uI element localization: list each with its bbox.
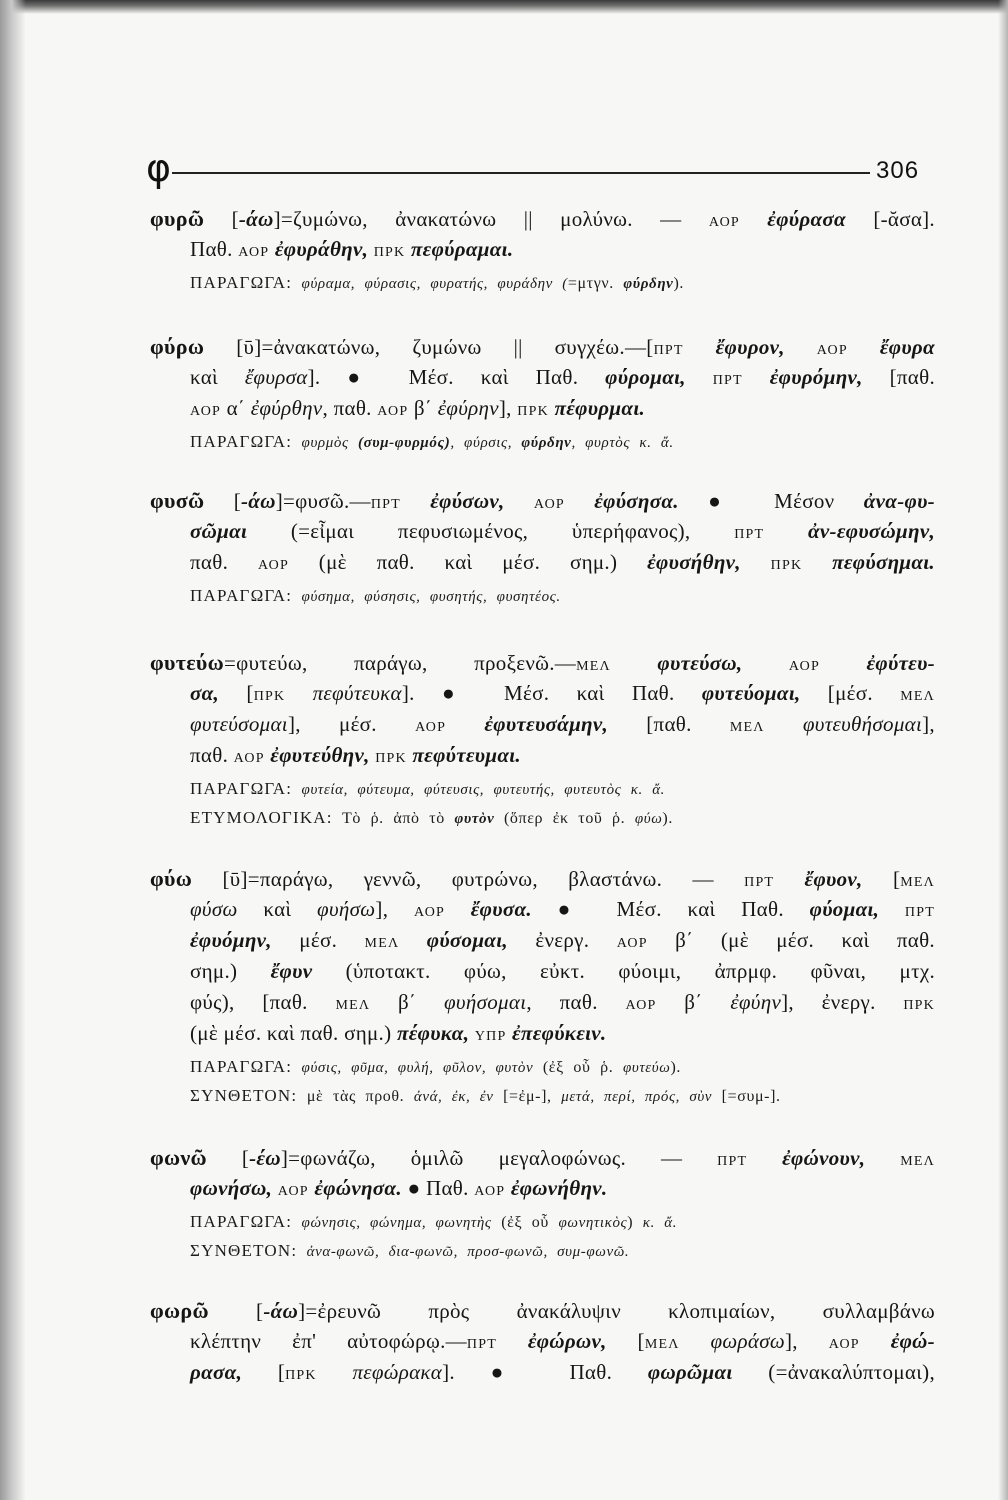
derivation-line — [150, 774, 935, 803]
text — [742, 651, 789, 675]
derivation-label: ΕΤΥΜΟΛΟΓΙΚΑ: — [190, 808, 333, 827]
abbreviation: ΠΡΚ — [253, 689, 286, 704]
bold-form: ἐφύρασα — [767, 207, 846, 231]
text — [740, 207, 767, 231]
abbreviation: ΑΟΡ — [616, 936, 648, 951]
headword: φωρῶ — [150, 1298, 209, 1323]
entry-line — [150, 393, 935, 424]
entry-line — [150, 234, 935, 265]
abbreviation: ΑΟΡ — [828, 1337, 860, 1352]
text — [611, 651, 658, 675]
text: (μὲ μέσ. καὶ παθ. σημ.) — [190, 1021, 397, 1045]
bold-form: ἐφυτεύθην, — [270, 743, 370, 767]
bold-form: ἐφύσησα. — [594, 489, 679, 513]
abbreviation: ΠΡΚ — [770, 558, 803, 573]
entry-line — [150, 987, 935, 1018]
entry-line — [150, 516, 935, 547]
text: [ῡ]=παράγω, γεννῶ, φυτρώνω, βλαστάνω. — — [192, 867, 745, 891]
abbreviation: ΠΡΤ — [370, 497, 401, 512]
text: (μὲ παθ. καὶ μέσ. σημ.) — [288, 550, 648, 574]
entry-line — [150, 1295, 935, 1326]
bold-form: ἐφυράθην, — [274, 237, 369, 261]
bold-form: πέφυρμαι. — [554, 396, 645, 420]
text: [ — [204, 207, 239, 231]
abbreviation: ΠΡΚ — [373, 245, 406, 260]
derivation-label: ΠΑΡΑΓΩΓΑ: — [190, 586, 293, 605]
text: ]. ● Μέσ. καὶ Παθ. — [401, 681, 702, 705]
abbreviation: ΠΡΤ — [717, 1154, 748, 1169]
text: Παθ. — [190, 237, 239, 261]
text: ], μέσ. — [287, 712, 416, 736]
text: ]=φυσῶ.— — [275, 489, 371, 513]
abbreviation: ΜΕΛ — [900, 689, 935, 704]
derivation-line — [150, 1236, 935, 1265]
italic-form: φύσις, φῦμα, φυλή, φῦλον, φυτὸν — [292, 1060, 534, 1076]
bold-form: φωνήσω, — [190, 1176, 273, 1200]
italic-form: ἀνα-φωνῶ, δια-φωνῶ, προσ-φωνῶ, συμ-φωνῶ. — [297, 1244, 630, 1260]
abbreviation: ΑΟΡ — [533, 497, 565, 512]
text — [848, 335, 880, 359]
bold-form: φύρδην — [521, 435, 572, 451]
italic-form: φυτεύω — [622, 1060, 671, 1076]
derivations-block — [150, 268, 935, 297]
bold-form: φύρδην — [623, 276, 674, 292]
entry-line — [150, 647, 935, 678]
bold-form: ἔφυρα — [879, 335, 935, 359]
abbreviation: ΑΟΡ — [816, 343, 848, 358]
bold-form: φύομαι, — [809, 897, 880, 921]
abbreviation: ΠΡΤ — [734, 527, 765, 542]
dictionary-entry — [150, 863, 935, 1110]
text: ], — [498, 396, 518, 420]
text: ]=ἐρευνῶ πρὸς ἀνακάλυψιν κλοπιμαίων, συλλαμβάνω — [298, 1299, 935, 1323]
bold-form: ρασα, — [190, 1360, 243, 1384]
text: [=συμ-]. — [712, 1088, 781, 1105]
bold-form: ἔφυσα. — [470, 897, 532, 921]
bold-form: ἐφώ- — [890, 1329, 935, 1353]
text: , παθ. — [322, 396, 378, 420]
abbreviation: ΑΟΡ — [190, 404, 222, 419]
derivation-label: ΣΥΝΘΕΤΟΝ: — [190, 1086, 298, 1105]
text: , παθ. — [526, 990, 626, 1014]
text — [879, 897, 905, 921]
text — [764, 519, 808, 543]
text: [ — [204, 489, 241, 513]
text: [ — [219, 681, 254, 705]
abbreviation: ΠΡΤ — [653, 343, 684, 358]
entry-line — [150, 1173, 935, 1204]
text: α΄ — [221, 396, 251, 420]
italic-form: φυτευθήσομαι — [802, 712, 923, 736]
italic-form: φυήσομαι — [444, 990, 527, 1014]
text: [ — [206, 1146, 250, 1170]
text: Τὸ ῥ. ἀπὸ τὸ — [332, 810, 455, 827]
derivation-line — [150, 803, 935, 832]
italic-form: ἐφύρθην — [250, 396, 323, 420]
dictionary-entry — [150, 1295, 935, 1388]
derivation-label: ΠΑΡΑΓΩΓΑ: — [190, 779, 293, 798]
text: μὲ τὰς προθ. — [297, 1088, 414, 1105]
bold-form: (συμ-φυρμός) — [358, 435, 451, 451]
bold-form: πεφύτευμαι. — [412, 743, 521, 767]
text — [765, 712, 803, 736]
bold-form: ἐφύτευ- — [866, 651, 935, 675]
text: σημ.) — [190, 959, 271, 983]
italic-form: φυήσω — [317, 897, 376, 921]
text: (=ἀνακαλύπτομαι), — [732, 1360, 935, 1384]
entry-line — [150, 925, 935, 956]
text — [686, 365, 713, 389]
abbreviation: ΠΡΚ — [517, 404, 549, 419]
derivation-line — [150, 1081, 935, 1110]
text: [μέσ. — [800, 681, 901, 705]
abbreviation: ΜΕΛ — [335, 998, 371, 1013]
bold-form: σα, — [190, 681, 220, 705]
italic-form: φυρμὸς — [292, 435, 359, 451]
abbreviation: ΠΡΚ — [285, 1368, 317, 1383]
section-letter: φ — [146, 146, 172, 190]
entry-line — [150, 547, 935, 578]
abbreviation: ΠΡΤ — [466, 1337, 497, 1352]
dictionary-entry — [150, 331, 935, 456]
bold-form: ἀν-εφυσώμην, — [808, 519, 935, 543]
text: [=ἐμ-], — [493, 1088, 562, 1105]
text: β΄ — [408, 396, 438, 420]
bold-form: φυτεύομαι, — [701, 681, 801, 705]
italic-form: ἔφυρσα — [244, 365, 308, 389]
abbreviation: ΜΕΛ — [900, 875, 935, 890]
entry-line — [150, 740, 935, 771]
entry-line — [150, 1018, 935, 1049]
abbreviation: ΠΡΤ — [744, 875, 775, 890]
italic-form: ἐφύην — [730, 990, 782, 1014]
headword: φύρω — [150, 334, 205, 359]
abbreviation: ΑΟΡ — [625, 998, 657, 1013]
abbreviation: ΑΟΡ — [413, 905, 446, 920]
bold-form: πεφύραμαι. — [410, 237, 514, 261]
italic-form: , φύρσις, — [450, 435, 522, 451]
text: κλέπτην ἐπ' αὐτοφώρῳ.— — [190, 1329, 467, 1353]
text: β΄ — [656, 990, 731, 1014]
bold-form: φωρῶμαι — [647, 1360, 733, 1384]
entry-line — [150, 863, 935, 894]
text: =φυτεύω, παράγω, προξενῶ.— — [224, 651, 577, 675]
headword: φυσῶ — [150, 488, 205, 513]
text: [παθ. — [862, 365, 935, 389]
entry-line — [150, 1357, 935, 1388]
bold-form: ἔφυν — [270, 959, 313, 983]
italic-form: πεφώρακα — [352, 1360, 443, 1384]
italic-form: φύσημα, φύσησις, φυσητής, φυσητέος. — [292, 589, 561, 605]
headword: φωνῶ — [150, 1145, 207, 1170]
bold-form: ἐφώρων, — [527, 1329, 607, 1353]
italic-form: μετά, περί, πρός, σὺν — [561, 1089, 713, 1105]
text — [505, 489, 534, 513]
text — [497, 1329, 528, 1353]
abbreviation: ΑΟΡ — [474, 1184, 506, 1199]
text: ]. ● Μέσ. καὶ Παθ. — [307, 365, 606, 389]
italic-form: πεφύτευκα — [312, 681, 402, 705]
text: [ — [242, 1360, 286, 1384]
text: (ὑποτακτ. φύω, εὐκτ. φύοιμι, ἀπρμφ. φῦναι, μτχ. — [312, 959, 935, 983]
italic-form: ἀνά, ἐκ, ἐν — [413, 1089, 494, 1105]
derivation-line — [150, 1052, 935, 1081]
text — [860, 1329, 891, 1353]
bold-form: ἐφύσων, — [430, 489, 505, 513]
scan-edge-top — [0, 0, 1008, 14]
entry-line — [150, 956, 935, 987]
text: [ — [862, 867, 901, 891]
headword: φυτεύω — [150, 650, 224, 675]
bold-form: ἐφυτευσάμην, — [484, 712, 609, 736]
bold-form: -άω — [263, 1299, 299, 1323]
derivation-label: ΠΑΡΑΓΩΓΑ: — [190, 273, 293, 292]
text — [680, 1329, 711, 1353]
italic-form: φωνητικὸς — [558, 1215, 628, 1231]
text: (=εἶμαι πεφυσιωμένος, ὑπερήφανος), — [247, 519, 735, 543]
text: [ — [208, 1299, 264, 1323]
text: ) — [627, 1214, 643, 1231]
text — [774, 867, 804, 891]
bold-form: -άω — [241, 489, 276, 513]
text: παθ. — [190, 550, 258, 574]
abbreviation: ΠΡΚ — [903, 998, 935, 1013]
bold-form: φυτὸν — [454, 811, 495, 827]
text: παθ. — [190, 743, 234, 767]
text: ], — [785, 1329, 829, 1353]
text — [743, 365, 770, 389]
text — [446, 712, 484, 736]
text: [ — [606, 1329, 645, 1353]
bold-form: ἐπεφύκειν. — [512, 1021, 607, 1045]
entry-line — [150, 1326, 935, 1357]
text: [παθ. — [608, 712, 730, 736]
text — [741, 550, 771, 574]
text: ]. ● Παθ. — [442, 1360, 648, 1384]
derivation-line — [150, 427, 935, 456]
bold-form: ἔφυρον, — [715, 335, 785, 359]
dictionary-entry — [150, 485, 935, 610]
text: (ὅπερ ἐκ τοῦ ῥ. — [494, 810, 635, 827]
bold-form: ἐφυσήθην, — [647, 550, 741, 574]
italic-form: φύραμα, φύρασις, φυρατής, φυράδην ( — [292, 276, 568, 292]
text: ]=ζυμώνω, ἀνακατώνω || μολύνω. — — [273, 207, 709, 231]
text — [785, 335, 817, 359]
italic-form: , φυρτὸς κ. ἄ. — [571, 435, 674, 451]
abbreviation: ΑΟΡ — [788, 659, 820, 674]
text — [820, 651, 867, 675]
bold-form: ἐφυρόμην, — [769, 365, 863, 389]
text: ], — [922, 712, 935, 736]
abbreviation: ΠΡΤ — [904, 905, 935, 920]
derivation-label: ΠΑΡΑΓΩΓΑ: — [190, 432, 293, 451]
derivation-line — [150, 581, 935, 610]
entry-line — [150, 1142, 935, 1173]
derivation-label: ΣΥΝΘΕΤΟΝ: — [190, 1241, 298, 1260]
abbreviation: ΜΕΛ — [900, 1154, 935, 1169]
text: =μτγν. — [567, 275, 624, 292]
text: β΄ (μὲ μέσ. καὶ παθ. — [647, 928, 935, 952]
text: β΄ — [370, 990, 444, 1014]
text: καὶ — [237, 897, 318, 921]
text: ]=φωνάζω, ὁμιλῶ μεγαλοφώνως. — — [280, 1146, 718, 1170]
text: ], ἐνεργ. — [781, 990, 904, 1014]
bold-form: ἐφώνουν, — [782, 1146, 866, 1170]
text: ● Μέσον — [678, 489, 864, 513]
italic-form: φυτεία, φύτευμα, φύτευσις, φυτευτής, φυτευτὸς κ. ἄ. — [292, 782, 666, 798]
entry-line — [150, 362, 935, 393]
text — [865, 1146, 900, 1170]
bold-form: ἔφυον, — [804, 867, 863, 891]
headword: φυρῶ — [150, 206, 205, 231]
bold-form: σῶμαι — [190, 519, 248, 543]
abbreviation: ΠΡΚ — [375, 751, 407, 766]
text — [684, 335, 716, 359]
abbreviation: ΑΟΡ — [377, 404, 409, 419]
derivation-label: ΠΑΡΑΓΩΓΑ: — [190, 1212, 293, 1231]
text — [445, 897, 471, 921]
text: ● Παθ. — [401, 1176, 475, 1200]
text: ). — [673, 275, 684, 292]
bold-form: -άω — [238, 207, 274, 231]
derivations-block — [150, 774, 935, 832]
bold-form: φύρομαι, — [605, 365, 686, 389]
text: ἐνεργ. — [507, 928, 617, 952]
derivations-block — [150, 427, 935, 456]
italic-form: κ. ἄ. — [642, 1215, 678, 1231]
text: μέσ. — [271, 928, 365, 952]
dictionary-entry — [150, 1142, 935, 1265]
derivations-block — [150, 1207, 935, 1265]
page-number: 306 — [876, 157, 920, 184]
abbreviation: ΜΕΛ — [576, 659, 611, 674]
dictionary-entry — [150, 203, 935, 297]
text — [802, 550, 832, 574]
derivations-block — [150, 1052, 935, 1110]
text: ). — [662, 810, 673, 827]
abbreviation: ΑΟΡ — [257, 558, 289, 573]
text: (ἐξ οὗ — [491, 1214, 559, 1231]
abbreviation: ΑΟΡ — [277, 1184, 309, 1199]
abbreviation: ΜΕΛ — [364, 936, 400, 951]
entry-line — [150, 709, 935, 740]
italic-form: φύω — [634, 811, 663, 827]
bold-form: -έω — [249, 1146, 281, 1170]
bold-form: ἐφωνήθην. — [510, 1176, 608, 1200]
entry-line — [150, 678, 935, 709]
bold-form: ἐφώνησα. — [314, 1176, 402, 1200]
entry-line — [150, 331, 935, 362]
bold-form: πεφύσημαι. — [832, 550, 935, 574]
text — [285, 681, 312, 705]
bold-form: φυτεύσω, — [657, 651, 743, 675]
bold-form: ἀνα-φυ- — [863, 489, 935, 513]
abbreviation: ΜΕΛ — [644, 1337, 680, 1352]
italic-form: φώνησις, φώνημα, φωνητὴς — [292, 1215, 492, 1231]
italic-form: ἐφύρην — [437, 396, 499, 420]
text — [747, 1146, 782, 1170]
entry-line — [150, 203, 935, 234]
scan-edge-left — [0, 0, 26, 1500]
entry-line — [150, 485, 935, 516]
text: καὶ — [190, 365, 245, 389]
dictionary-entry — [150, 647, 935, 832]
abbreviation: ΑΟΡ — [233, 751, 265, 766]
text: φύς), [παθ. — [190, 990, 336, 1014]
derivations-block — [150, 581, 935, 610]
text: [-ᾰσα]. — [845, 207, 935, 231]
italic-form: φυτεύσομαι — [190, 712, 288, 736]
abbreviation: ΥΠΡ — [474, 1029, 507, 1044]
entry-line — [150, 894, 935, 925]
headword: φύω — [150, 866, 193, 891]
header-rule — [172, 172, 870, 174]
text: (ἐξ οὗ ῥ. — [533, 1059, 623, 1076]
derivation-line — [150, 1207, 935, 1236]
bold-form: πέφυκα, — [396, 1021, 470, 1045]
bold-form: φύσομαι, — [426, 928, 508, 952]
text: ● Μέσ. καὶ Παθ. — [531, 897, 810, 921]
abbreviation: ΜΕΛ — [729, 720, 765, 735]
scan-edge-right — [998, 0, 1008, 1500]
text — [399, 928, 426, 952]
italic-form: φύσω — [190, 897, 238, 921]
text: ], — [375, 897, 414, 921]
italic-form: φωράσω — [710, 1329, 786, 1353]
abbreviation: ΑΟΡ — [708, 215, 740, 230]
bold-form: ἐφυόμην, — [190, 928, 272, 952]
abbreviation: ΑΟΡ — [415, 720, 447, 735]
text: ). — [670, 1059, 682, 1076]
derivation-label: ΠΑΡΑΓΩΓΑ: — [190, 1057, 293, 1076]
abbreviation: ΠΡΤ — [712, 373, 743, 388]
text — [565, 489, 594, 513]
text — [401, 489, 430, 513]
text — [317, 1360, 353, 1384]
text: [ῡ]=ἀνακατώνω, ζυμώνω || συγχέω.—[ — [204, 335, 654, 359]
derivation-line — [150, 268, 935, 297]
abbreviation: ΑΟΡ — [238, 245, 270, 260]
